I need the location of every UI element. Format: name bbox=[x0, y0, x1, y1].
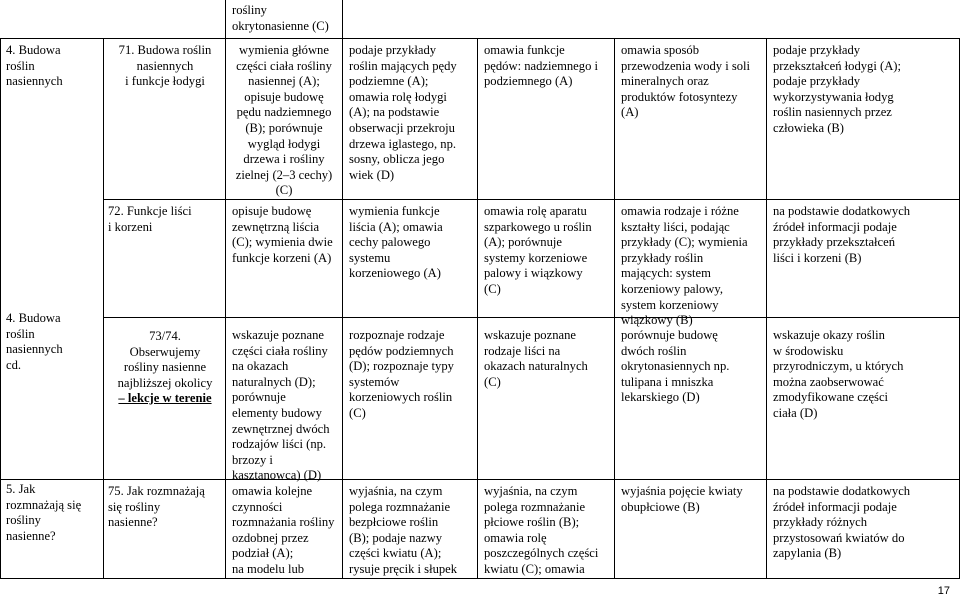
row3-level-c5: wskazuje poznane rodzaje liści na okazach naturalnych (C) bbox=[484, 328, 588, 389]
row2-level-c7: na podstawie dodatkowych źródeł informacji podaje przykłady przekształceń liści i korzeni (B) bbox=[773, 204, 911, 265]
row1-level-c4: podaje przykłady roślin mających pędy podziemne (A); omawia rolę łodygi (A); na podstawie obserwacji przekroju drzewa iglastego, np. sosny, oblicza jego wiek (D) bbox=[349, 43, 457, 182]
row3-level-c4: rozpoznaje rodzaje pędów podziemnych (D); rozpoznaje typy systemów korzeniowych roślin (C) bbox=[349, 328, 454, 420]
topic-72-cell: 72. Funkcje liści i korzeni bbox=[108, 204, 192, 234]
unit-4-cell: 4. Budowa roślin nasiennych bbox=[6, 43, 63, 89]
col-border-3 bbox=[342, 38, 343, 579]
row1-level-c3: wymienia główne części ciała rośliny nasiennej (A); opisuje budowę pędu nadziemnego (B); porównuje wygląd łodygi drzewa i rośliny zielnej (2–3 cechy) (C) bbox=[235, 43, 333, 198]
row2-level-c3: opisuje budowę zewnętrzną liścia (C); wymienia dwie funkcje korzeni (A) bbox=[232, 204, 333, 265]
row4-level-c7: na podstawie dodatkowych źródeł informacji podaje przykłady różnych przystosowań kwiatów do zapylania (B) bbox=[773, 484, 911, 561]
table-bottom-border bbox=[0, 578, 960, 579]
row4-level-c3: omawia kolejne czynności rozmnażania rośliny ozdobnej przez podział (A); na modelu lub bbox=[232, 484, 335, 576]
row1-level-c7: podaje przykłady przekształceń łodygi (A); podaje przykłady wykorzystywania łodyg roślin nasiennych przez człowieka (B) bbox=[773, 43, 901, 135]
row3-level-c6: porównuje budowę dwóch roślin okrytonasiennych np. tulipana i mniszka lekarskiego (D) bbox=[621, 328, 730, 405]
topic-71-cell: 71. Budowa roślin nasiennych i funkcje łodygi bbox=[118, 43, 212, 89]
col-border-5 bbox=[614, 38, 615, 579]
row4-level-c4: wyjaśnia, na czym polega rozmnażanie bezpłciowe roślin (B); podaje nazwy części kwiatu (A); rysuje pręcik i słupek bbox=[349, 484, 458, 576]
row-divider-1 bbox=[103, 199, 960, 200]
top-cell-right-border bbox=[342, 0, 343, 38]
row2-level-c6: omawia rodzaje i różne kształty liści, podając przykłady (C); wymienia przykłady roślin mających: system korzeniowy palowy, system korzeniowy wiązkowy (B) bbox=[621, 204, 748, 328]
row4-level-c6: wyjaśnia pojęcie kwiaty obupłciowe (B) bbox=[621, 484, 743, 514]
unit-4-cont-cell: 4. Budowa roślin nasiennych cd. bbox=[6, 311, 63, 372]
row3-level-c3: wskazuje poznane części ciała rośliny na okazach naturalnych (D); porównuje elementy budowy zewnętrznej dwóch rodzajów liści (np. brzozy i kasztanowca) (D) bbox=[232, 328, 330, 483]
table-top-border bbox=[0, 38, 960, 39]
topic-73-74-cell: 73/74. Obserwujemy rośliny nasienne najbliższej okolicy bbox=[117, 329, 213, 390]
topic-75-cell: 75. Jak rozmnażają się rośliny nasienne? bbox=[108, 484, 205, 530]
row1-level-c5: omawia funkcje pędów: nadziemnego i podziemnego (A) bbox=[484, 43, 599, 89]
top-cell-left-border bbox=[225, 0, 226, 38]
row1-level-c6: omawia sposób przewodzenia wody i soli mineralnych oraz produktów fotosyntezy (A) bbox=[621, 43, 751, 120]
row-divider-2 bbox=[103, 317, 960, 318]
col-border-1 bbox=[103, 38, 104, 579]
top-cell-text: rośliny okrytonasienne (C) bbox=[232, 3, 329, 33]
unit-5-cell: 5. Jak rozmnażają się rośliny nasienne? bbox=[6, 482, 82, 543]
row3-level-c7: wskazuje okazy roślin w środowisku przyrodniczym, u których można zaobserwować zmodyfikowane części ciała (D) bbox=[773, 328, 904, 420]
col-border-0 bbox=[0, 38, 1, 579]
row4-level-c5: wyjaśnia, na czym polega rozmnażanie płciowe roślin (B); omawia rolę poszczególnych części kwiatu (C); omawia bbox=[484, 484, 599, 576]
row2-level-c5: omawia rolę aparatu szparkowego u roślin (A); porównuje systemy korzeniowe palowy i wiązkowy (C) bbox=[484, 204, 592, 296]
row2-level-c4: wymienia funkcje liścia (A); omawia cechy palowego systemu korzeniowego (A) bbox=[349, 204, 443, 281]
col-border-6 bbox=[766, 38, 767, 579]
row-divider-3 bbox=[0, 479, 960, 480]
page-number: 17 bbox=[937, 585, 950, 597]
col-border-4 bbox=[477, 38, 478, 579]
topic-73-74-field-label: – lekcje w terenie bbox=[118, 391, 212, 405]
